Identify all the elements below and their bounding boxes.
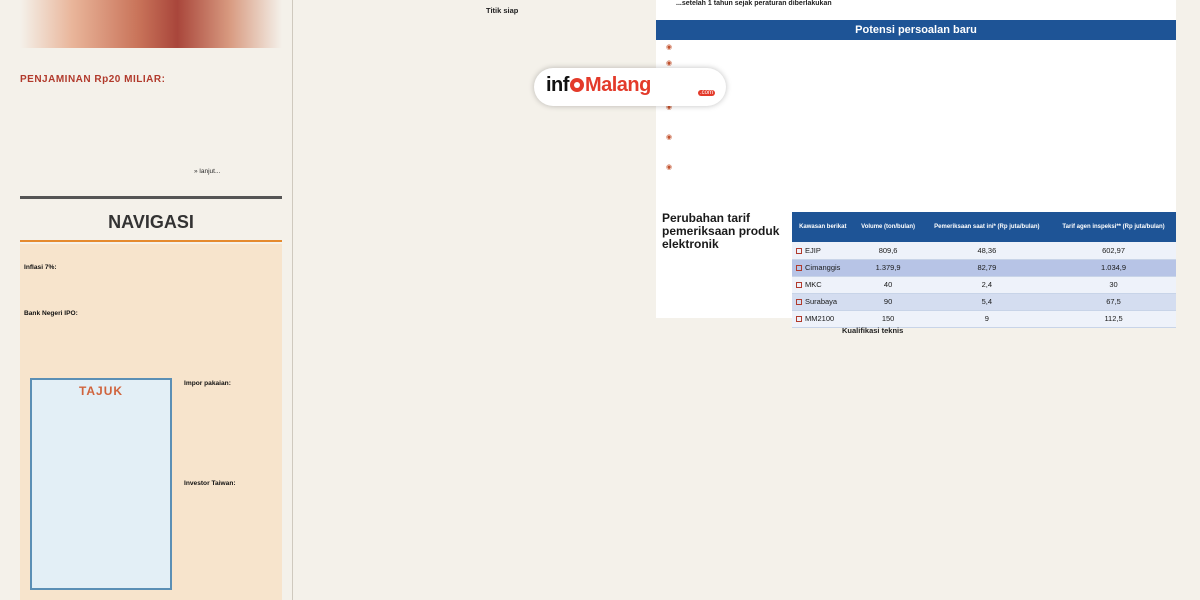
table-row [792, 276, 1176, 293]
infographic [656, 0, 1176, 323]
navigation-item-ipo[interactable] [24, 310, 268, 318]
table-row [792, 242, 1176, 259]
navigation-item-title: Investor Taiwan: [184, 480, 236, 487]
tariff-table [792, 212, 1176, 328]
table-header-cell: Tarif agen inspeksi** (Rp juta/bulan) [1051, 212, 1176, 242]
table-cell: 112,5 [1051, 310, 1176, 327]
table-cell: 82,79 [923, 259, 1051, 276]
logo-wordmark: inf Malang [546, 74, 651, 96]
left-sidebar [14, 0, 284, 600]
table-cell [792, 259, 854, 276]
table-cell: 150 [854, 310, 923, 327]
table-cell: 1.379,9 [854, 259, 923, 276]
table-header-cell: Volume (ton/bulan) [854, 212, 923, 242]
table-header-row [792, 212, 1176, 242]
infographic-note: ...setelah 1 tahun sejak peraturan diberlakukan [676, 0, 832, 7]
logo-suffix: .com [700, 90, 714, 96]
table-cell-text: MM2100 [805, 314, 835, 323]
navigation-title: NAVIGASI [108, 212, 194, 232]
navigation-item-title: Impor pakaian: [184, 380, 231, 387]
table-body [792, 242, 1176, 327]
logo-o-mark [570, 78, 584, 92]
table-title: Perubahan tarif pemeriksaan produk elektronik [662, 211, 780, 251]
article-column-4 [842, 322, 1012, 600]
section-heading: Kualifikasi teknis [842, 326, 904, 335]
table-cell-text: Surabaya [805, 297, 838, 306]
checkbox-icon [796, 282, 802, 288]
article-column-3 [666, 322, 836, 600]
table-cell: 48,36 [923, 242, 1051, 259]
table-cell [792, 293, 854, 310]
table-row [792, 293, 1176, 310]
guarantee-title: PENJAMINAN Rp20 MILIAR: [20, 74, 166, 85]
divider [20, 196, 282, 199]
portrait-photo [20, 0, 282, 48]
table-cell [792, 276, 854, 293]
column-divider [292, 0, 293, 600]
table-cell: 2,4 [923, 276, 1051, 293]
table-cell: 40 [854, 276, 923, 293]
checkbox-icon [796, 265, 802, 271]
table-cell: 809,6 [854, 242, 923, 259]
table-cell-text: MKC [805, 280, 822, 289]
table-cell: 602,97 [1051, 242, 1176, 259]
table-cell: 1.034,9 [1051, 259, 1176, 276]
table-header-cell: Kawasan berikat [792, 212, 854, 242]
table-cell: 67,5 [1051, 293, 1176, 310]
editorial-box [30, 378, 172, 590]
table-cell: 9 [923, 310, 1051, 327]
editorial-title: TAJUK [78, 384, 124, 398]
table-cell [792, 242, 854, 259]
table-cell: 90 [854, 293, 923, 310]
navigation-item-title: Bank Negeri IPO: [24, 310, 78, 317]
navigation-item-apparel-import[interactable] [184, 380, 278, 388]
navigation-item-title: Inflasi 7%: [24, 264, 57, 271]
table-cell: 5,4 [923, 293, 1051, 310]
table-cell-text: EJIP [805, 245, 821, 255]
table-header-cell: Pemeriksaan saat ini* (Rp juta/bulan) [923, 212, 1051, 242]
infographic-banner: Potensi persoalan baru [656, 20, 1176, 40]
article-column-5 [1018, 322, 1190, 600]
divider [20, 240, 282, 242]
navigation-item-taiwan-investor[interactable] [184, 480, 278, 488]
checkbox-icon [796, 299, 802, 305]
table-cell: 30 [1051, 276, 1176, 293]
brand-logo[interactable] [534, 68, 726, 106]
section-heading: Titik siap [486, 6, 519, 15]
article-column-1 [302, 0, 482, 600]
checkbox-icon [796, 248, 802, 254]
table-cell-text: Cimanggis [805, 263, 841, 272]
table-row [792, 259, 1176, 276]
navigation-item-inflation[interactable] [24, 264, 268, 272]
guarantee-continue-link[interactable]: » lanjut... [194, 168, 221, 175]
